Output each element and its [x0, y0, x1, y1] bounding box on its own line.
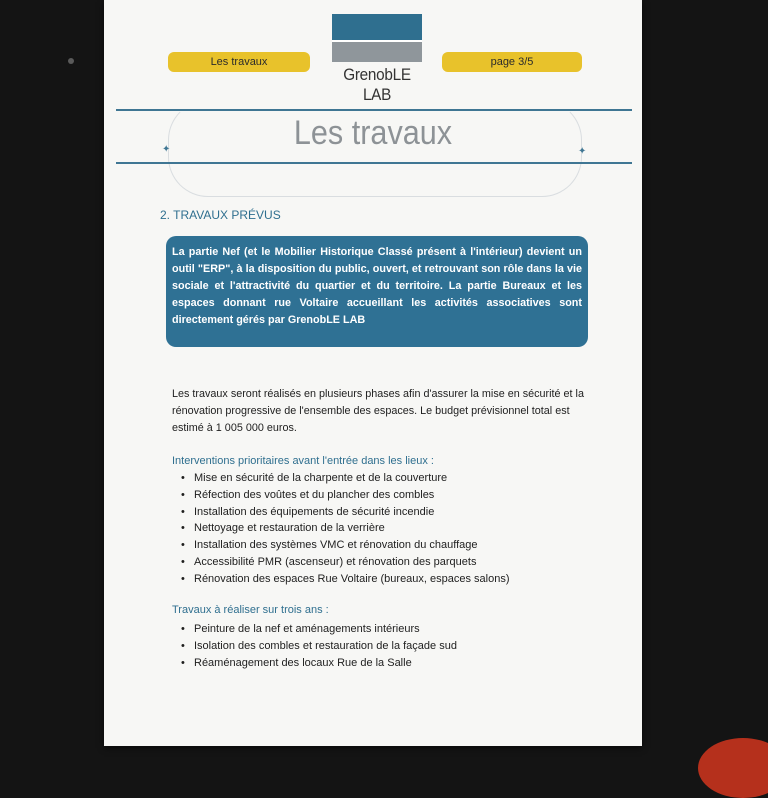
- page-number-pill: page 3/5: [442, 52, 582, 72]
- sparkle-icon: ✦: [578, 146, 587, 157]
- document-page: [104, 0, 642, 746]
- priority-heading: Interventions prioritaires avant l'entrée dans les lieux :: [172, 455, 434, 467]
- grenoble-lab-logo: [332, 14, 422, 105]
- list-item: • Installation des équipements de sécurité incendie: [194, 504, 510, 521]
- logo-text: GrenobLE LAB: [343, 65, 411, 104]
- list-item: • Mise en sécurité de la charpente et de la couverture: [194, 470, 510, 487]
- list-item: • Isolation des combles et restauration de la façade sud: [194, 638, 457, 655]
- list-item: • Rénovation des espaces Rue Voltaire (bureaux, espaces salons): [194, 571, 510, 588]
- list-item: • Nettoyage et restauration de la verrière: [194, 520, 510, 537]
- section-heading: 2. TRAVAUX PRÉVUS: [160, 208, 281, 222]
- section-pill: Les travaux: [168, 52, 310, 72]
- title-rule-top: [116, 109, 632, 111]
- logo-blue-bar: [332, 14, 422, 40]
- sparkle-icon: ✦: [162, 144, 171, 155]
- title-rule-bottom: [116, 162, 632, 164]
- priority-list: [172, 470, 510, 588]
- intro-paragraph: Les travaux seront réalisés en plusieurs phases afin d'assurer la mise en sécurité et la rénovation progressive de l'ensemble des espaces. Le budget prévisionnel total est estimé à 1 005 000 euros.: [172, 388, 584, 434]
- callout-text: La partie Nef (et le Mobilier Historique Classé présent à l'intérieur) devient un outil "ERP", à la disposition du public, ouvert, et retrouvant son rôle dans la vie sociale et l'attractivité du quartier et du territoire. La partie Bureaux et les espaces donnant rue Voltaire accueillant les activités associatives sont directement gérés par GrenobLE LAB: [172, 246, 582, 326]
- list-item: • Accessibilité PMR (ascenseur) et rénovation des parquets: [194, 554, 510, 571]
- background-red-object: [698, 738, 768, 798]
- highlight-callout: [166, 236, 588, 347]
- list-item: • Réfection des voûtes et du plancher des combles: [194, 487, 510, 504]
- background-speck: [68, 58, 74, 64]
- three-years-list: [172, 621, 457, 671]
- logo-grey-bar: [332, 42, 422, 62]
- list-item: • Peinture de la nef et aménagements intérieurs: [194, 621, 457, 638]
- list-item: • Réaménagement des locaux Rue de la Salle: [194, 655, 457, 672]
- page-title: Les travaux: [293, 114, 453, 152]
- list-item: • Installation des systèmes VMC et rénovation du chauffage: [194, 537, 510, 554]
- three-years-heading: Travaux à réaliser sur trois ans :: [172, 604, 329, 616]
